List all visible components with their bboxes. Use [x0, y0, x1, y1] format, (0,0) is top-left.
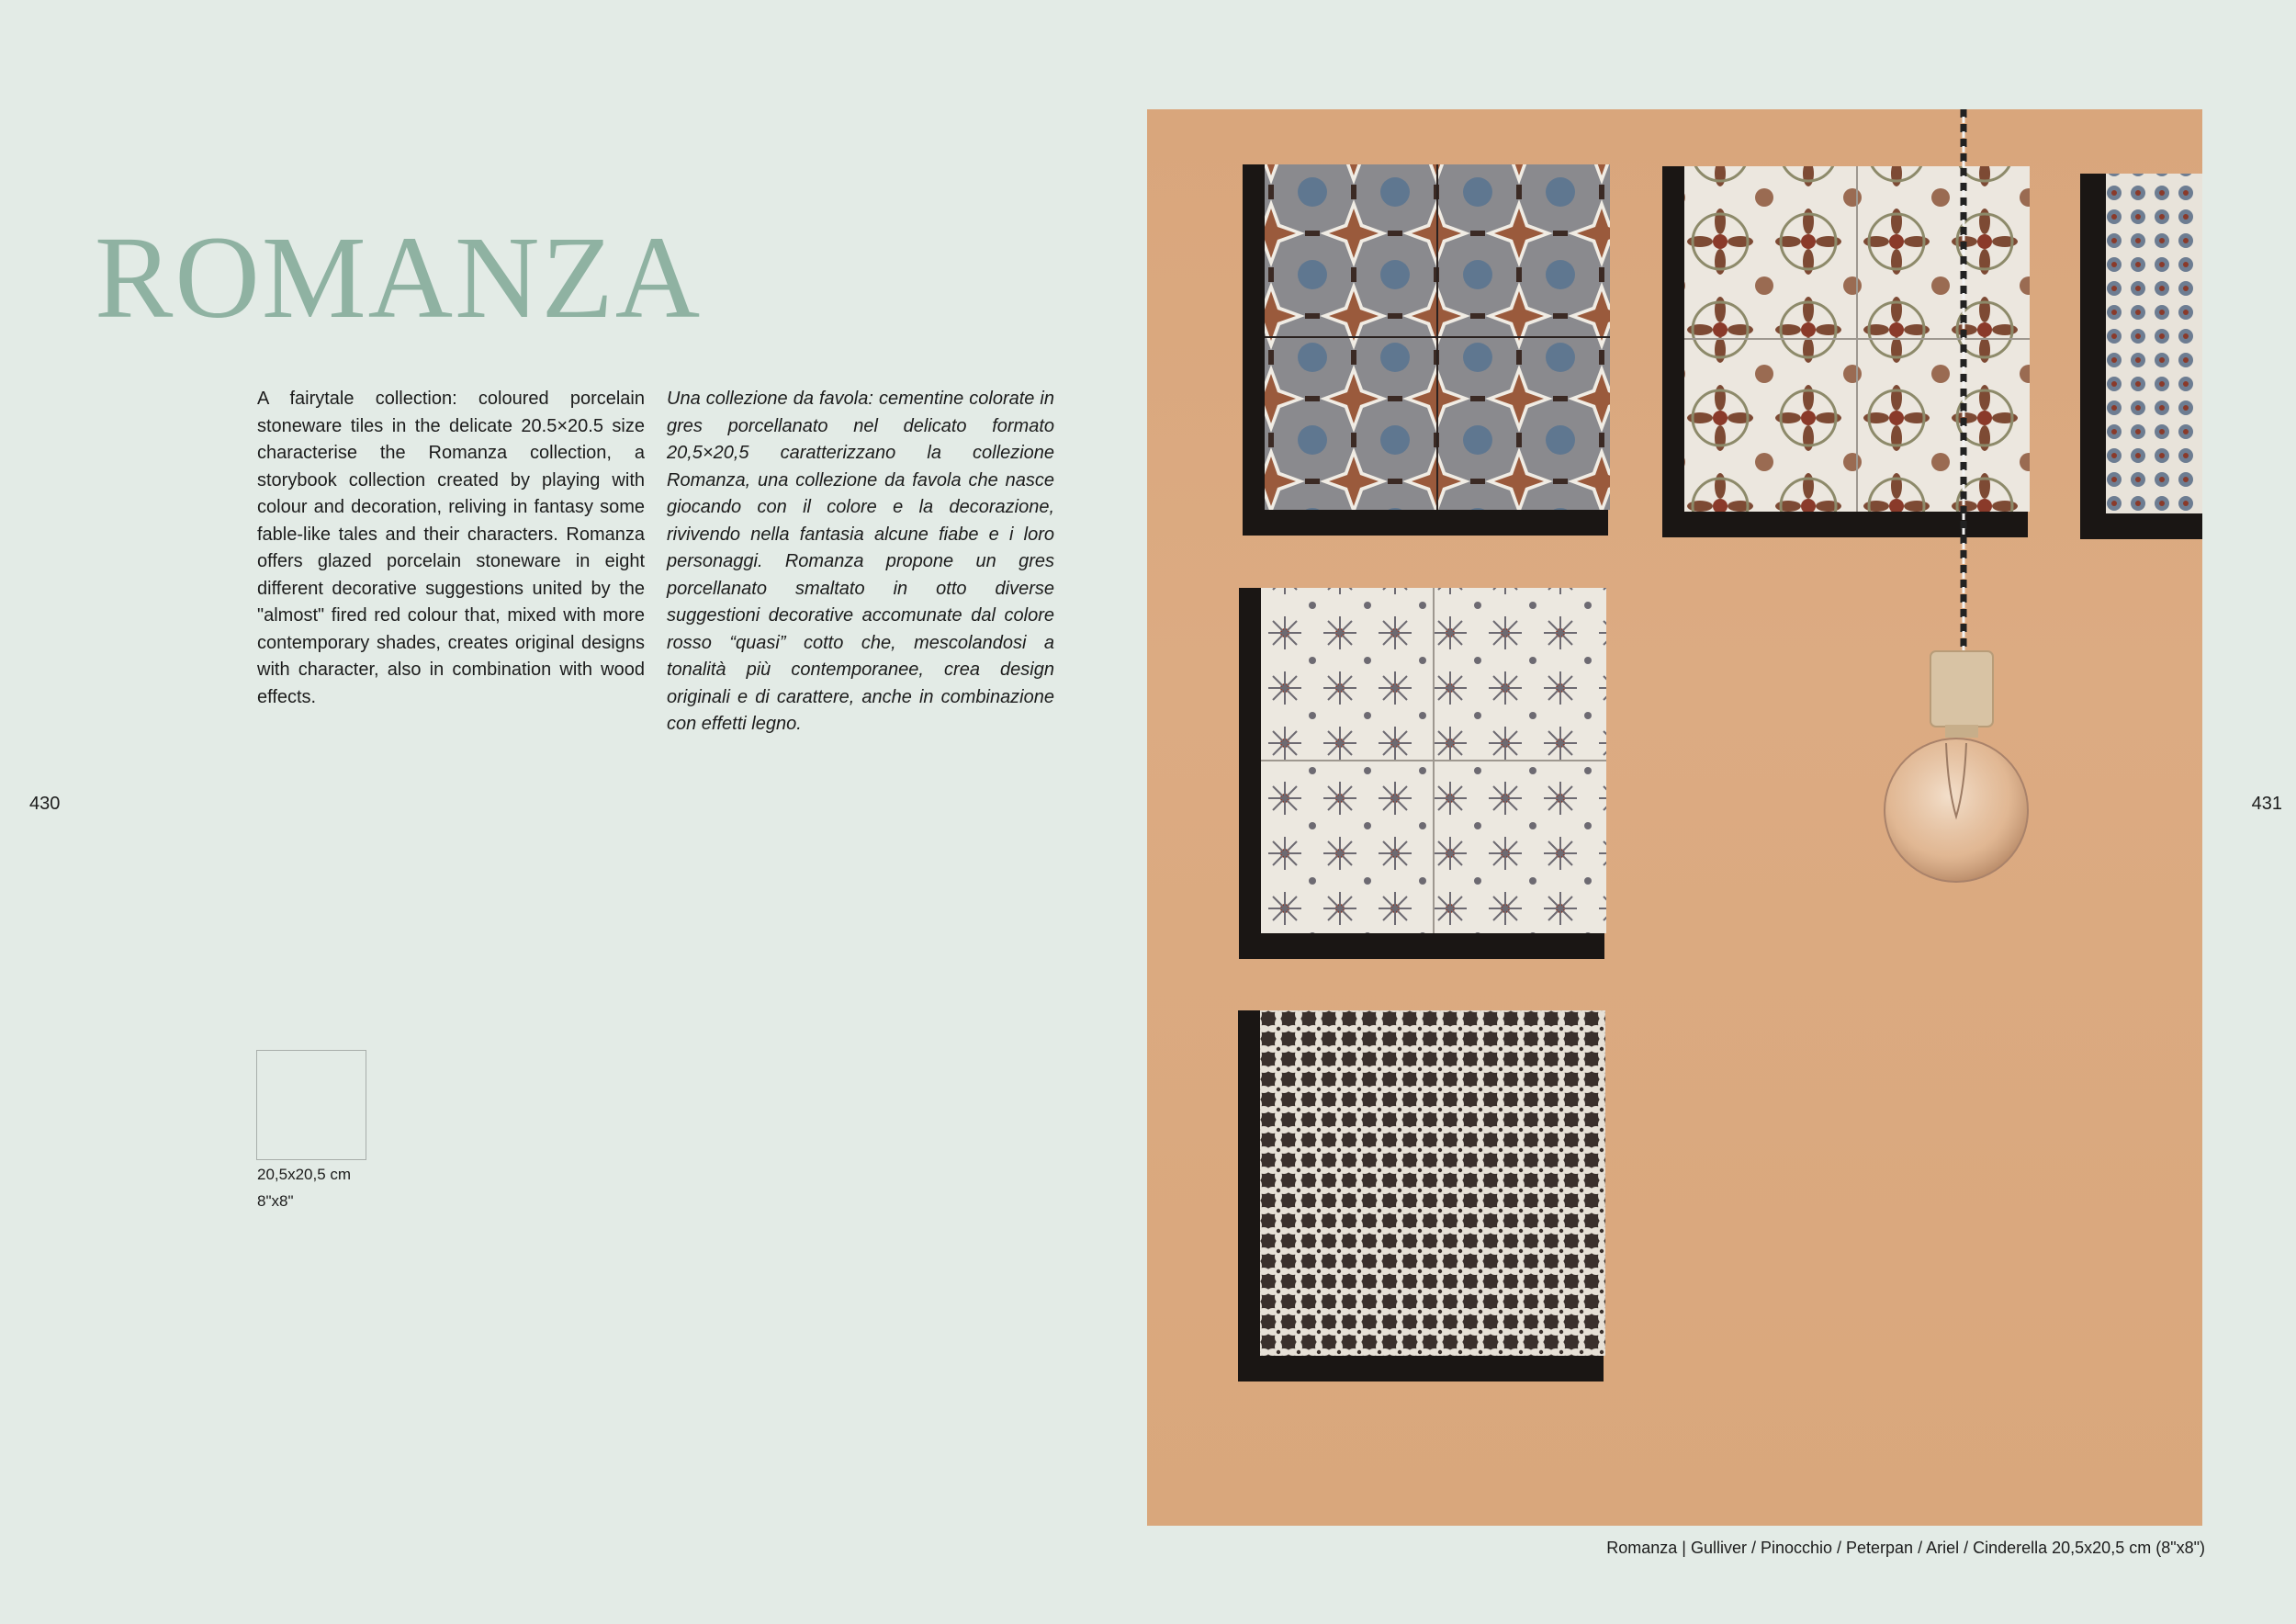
description-italian: Una collezione da favola: cementine colorate in gres porcellanato nel delicato formato 20,5×20,5 caratterizzano la collezione Romanza, una collezione da favola che nasce giocando con il colore e la decorazione, rivivendo nella fantasia alcune fiabe e i loro personaggi. Romanza propone un gres porcellanato smaltato in otto diverse suggestioni decorative accomunate dal colore rosso “quasi” cotto che, mescolandosi a tonalità più contemporanee, crea design originali e di carattere, anche in combinazione con effetti legno. — [667, 389, 1054, 734]
page-number-left: 430 — [29, 794, 61, 814]
description-english: A fairytale collection: coloured porcelain stoneware tiles in the delicate 20.5×20.5 size characterise the Romanza collection, a storybook collection created by playing with colour and decoration, reliving in fantasy some fable-like tales and their characters. Romanza offers glazed porcelain stoneware in eight different decorative suggestions united by the "almost" fired red colour that, mixed with more contemporary shades, creates original designs with character, also in combination with wood effects. — [257, 389, 645, 707]
tile-panel-diamond — [2106, 174, 2202, 513]
page-number-right: 431 — [2251, 794, 2282, 814]
tile-size-cm: 20,5x20,5 cm — [257, 1166, 352, 1183]
tile-panel-geometric — [1260, 1010, 1605, 1356]
tile-size-inches: 8"x8" — [257, 1192, 294, 1210]
tile-wall-illustration — [1147, 109, 2202, 1526]
collection-title: ROMANZA — [95, 212, 703, 343]
tile-size-swatch — [256, 1050, 366, 1160]
photo-caption: Romanza | Gulliver / Pinocchio / Peterpan / Ariel / Cinderella 20,5x20,5 cm (8"x8") — [1606, 1539, 2205, 1557]
product-photo — [1147, 109, 2202, 1526]
